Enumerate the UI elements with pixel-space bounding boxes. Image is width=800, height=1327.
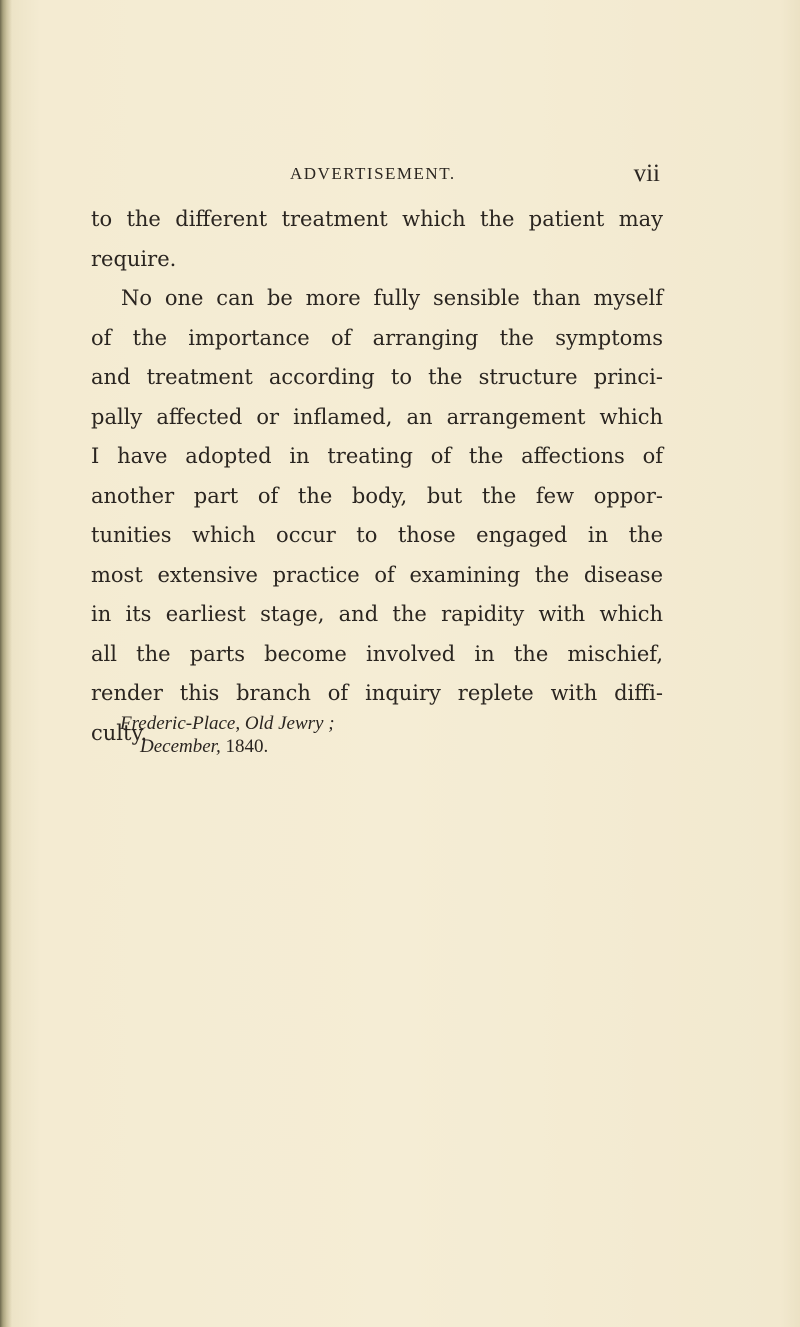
page-number: vii [633,160,660,187]
signature-street: Old Jewry [244,713,324,734]
running-head [90,160,660,190]
text-line: in its earliest stage, and the rapidity with which [91,602,663,626]
text-line: culty. [91,720,148,745]
binding-edge [0,0,12,1327]
text-line: and treatment according to the structure princi- [91,365,663,389]
signature-block [120,712,335,758]
text-line: pally affected or inflamed, an arrangement which [91,404,663,429]
text-line: No one can be more fully sensible than myself [121,286,663,310]
signature-date [120,735,335,758]
signature-month: December, [140,736,221,757]
text-line: all the parts become involved in the mischief, [91,641,663,666]
text-line: to the different treatment which the patient may [91,207,663,231]
signature-place: Frederic-Place, [120,713,241,734]
text-line: of the importance of arranging the symptoms [91,325,663,350]
body-text [91,200,663,753]
running-head-title: ADVERTISEMENT. [290,164,456,183]
signature-year: 1840. [225,736,269,757]
text-line: render this branch of inquiry replete with diffi- [91,681,663,705]
text-line: another part of the body, but the few oppor- [91,483,663,508]
signature-address [120,712,335,735]
signature-separator: ; [328,713,335,734]
text-line: require. [91,246,177,271]
text-line: most extensive practice of examining the disease [91,562,663,587]
text-line: tunities which occur to those engaged in the [91,523,663,547]
text-line: I have adopted in treating of the affections of [91,444,663,468]
